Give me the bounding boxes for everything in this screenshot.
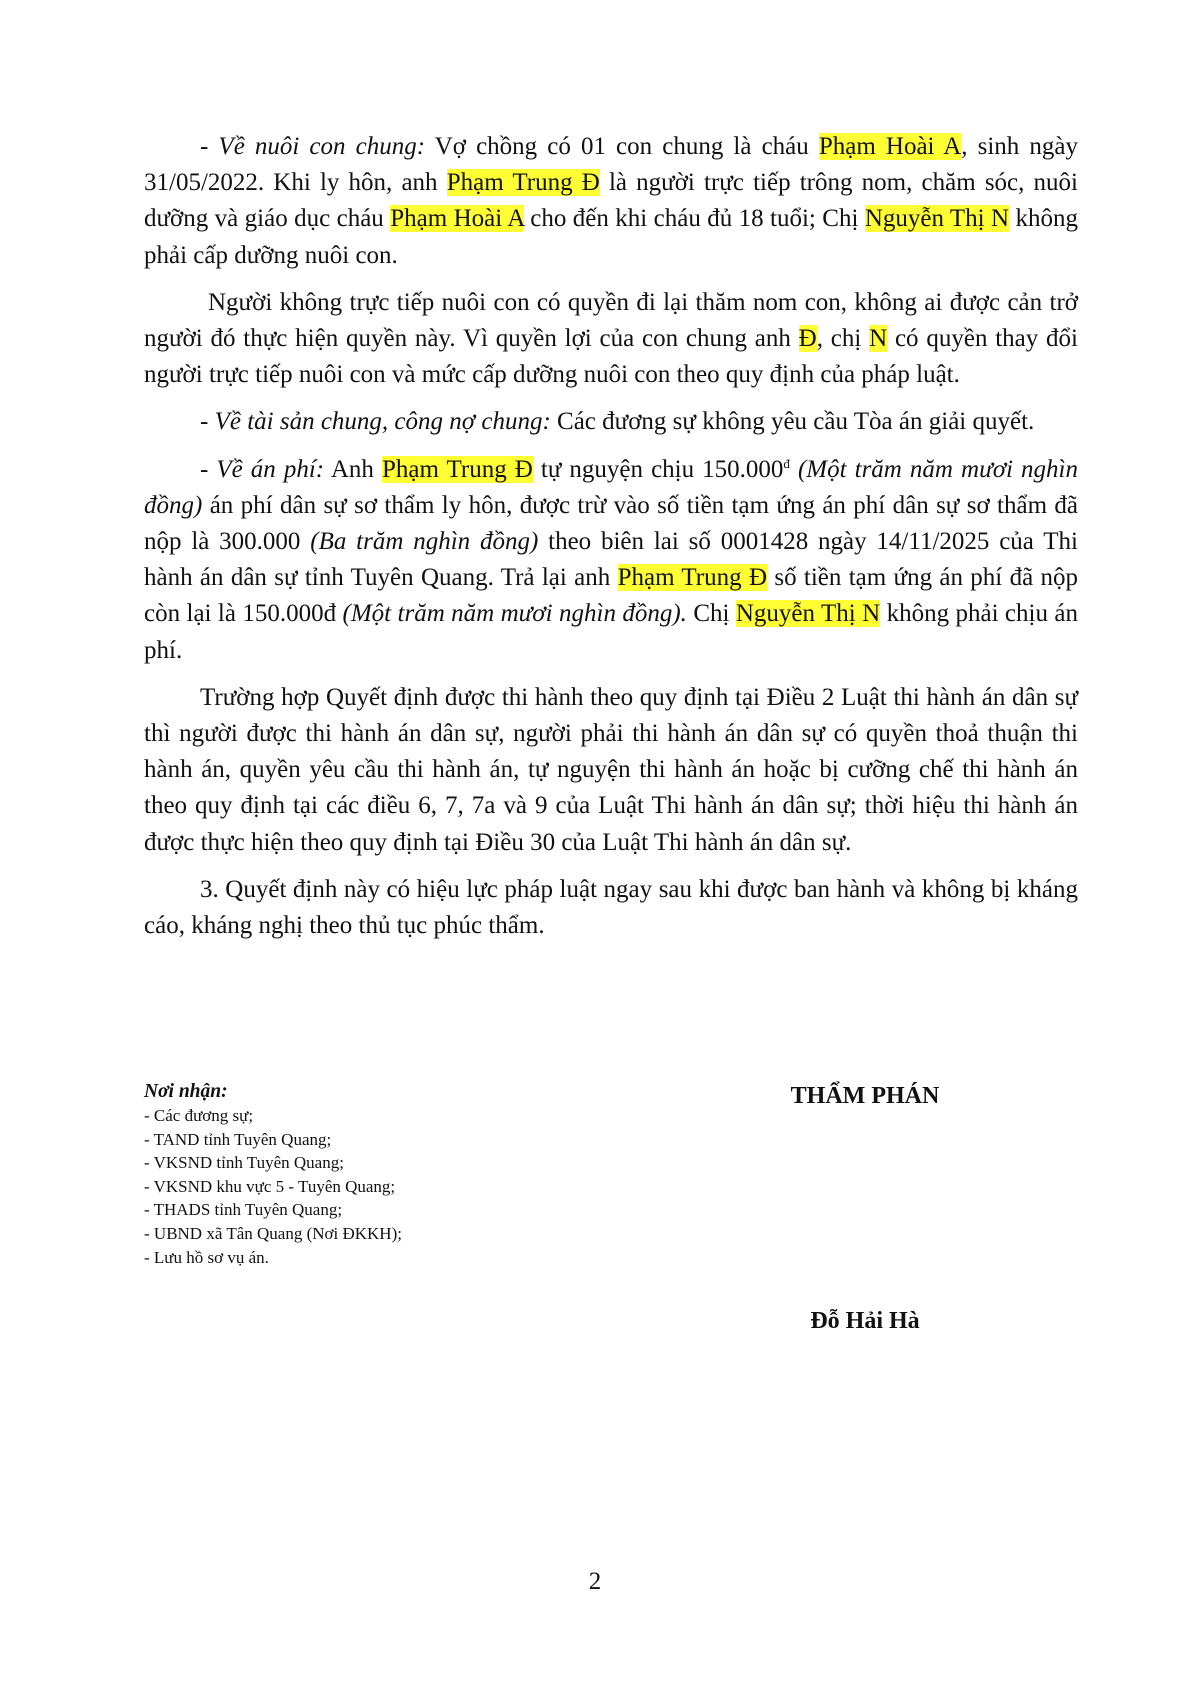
paragraph-court-fees <box>144 452 1078 669</box>
paragraph-enforcement: Trường hợp Quyết định được thi hành theo quy định tại Điều 2 Luật thi hành án dân sự thì người được thi hành án dân sự, người phải thi hành án dân sự có quyền thoả thuận thi hành án, quyền yêu cầu thi hành án, tự nguyện thi hành án hoặc bị cưỡng chế thi hành án theo quy định tại các điều 6, 7, 7a và 9 của Luật Thi hành án dân sự; thời hiệu thi hành án được thực hiện theo quy định tại Điều 30 của Luật Thi hành án dân sự. <box>144 683 1078 856</box>
text-segment: số tiền tạm ứng án phí đã nộp còn lại là 150.000đ <box>144 564 1079 628</box>
recipient-item: - TAND tỉnh Tuyên Quang; <box>144 1129 332 1149</box>
recipients-block <box>144 1080 624 1269</box>
highlighted-name: Nguyễn Thị N <box>864 205 1010 233</box>
text-segment: không phải cấp dưỡng nuôi con. <box>144 205 1078 269</box>
paragraph-child-custody <box>144 129 1078 274</box>
text-segment: tự nguyện chịu 150.000 <box>532 455 784 483</box>
section-heading-child-custody: - Về nuôi con chung: <box>200 133 426 160</box>
highlighted-name: Phạm Hoài A <box>818 133 962 160</box>
text-segment: , chị <box>816 325 870 353</box>
text-segment: Vợ chồng có 01 con chung là cháu <box>425 133 819 160</box>
text-segment: có quyền thay đổi người trực tiếp nuôi con và mức cấp dưỡng nuôi con theo quy định của pháp luật. <box>144 325 1079 389</box>
text-segment: Người không trực tiếp nuôi con có quyền đi lại thăm nom con, không ai được cản trở người đó thực hiện quyền này. Vì quyền lợi của con chung anh <box>144 288 1078 353</box>
highlighted-name: Phạm Trung Đ <box>617 564 768 592</box>
text-segment: Các đương sự không yêu cầu Tòa án giải quyết. <box>550 408 1035 436</box>
highlighted-name: Đ <box>798 325 817 353</box>
text-segment: là người trực tiếp trông nom, chăm sóc, nuôi dưỡng và giáo dục cháu <box>144 169 1078 233</box>
section-heading-court-fees: - Về án phí: <box>200 455 325 483</box>
paragraph-common-property <box>144 404 1078 440</box>
section-heading-common-property: - Về tài sản chung, công nợ chung: <box>200 408 551 436</box>
decision-body <box>144 129 1078 955</box>
recipient-item: - VKSND khu vực 5 - Tuyên Quang; <box>144 1176 396 1196</box>
highlighted-name: Phạm Trung Đ <box>446 169 600 197</box>
recipients-title: Nơi nhận: <box>144 1081 228 1102</box>
italic-amount-words: (Ba trăm nghìn đồng) <box>310 528 539 556</box>
recipient-item: - Lưu hồ sơ vụ án. <box>144 1247 269 1267</box>
text-segment: án phí dân sự sơ thẩm ly hôn, được trừ vào số tiền tạm ứng án phí dân sự sơ thẩm đã nộp là 300.000 <box>144 491 1078 556</box>
text-segment: Anh <box>324 455 382 483</box>
highlighted-name: Phạm Trung Đ <box>381 455 533 483</box>
signer-name: Đỗ Hải Hà <box>810 1308 920 1334</box>
text-segment: theo biên lai số 0001428 ngày 14/11/2025 của Thi hành án dân sự tỉnh Tuyên Quang. Trả lại anh <box>144 528 1078 592</box>
page-number: 2 <box>588 1568 602 1595</box>
highlighted-name: N <box>869 325 888 353</box>
recipient-item: - UBND xã Tân Quang (Nơi ĐKKH); <box>144 1223 402 1243</box>
recipient-item: - THADS tỉnh Tuyên Quang; <box>144 1200 343 1220</box>
currency-superscript: đ <box>783 455 790 471</box>
text-segment: , sinh ngày 31/05/2022. Khi ly hôn, anh <box>144 133 1078 197</box>
italic-amount-words: (Một trăm năm mươi nghìn đồng). <box>342 600 687 628</box>
text-segment: Chị <box>686 600 736 628</box>
recipient-item: - Các đương sự; <box>144 1106 254 1125</box>
paragraph-visitation-rights <box>144 285 1078 394</box>
signer-title: THẨM PHÁN <box>790 1083 940 1109</box>
highlighted-name: Nguyễn Thị N <box>735 600 881 628</box>
text-segment: cho đến khi cháu đủ 18 tuổi; Chị <box>523 205 865 233</box>
highlighted-name: Phạm Hoài A <box>390 205 524 233</box>
italic-amount-words: (Một trăm năm mươi nghìn đồng) <box>144 455 1078 519</box>
paragraph-effective-date: 3. Quyết định này có hiệu lực pháp luật ngay sau khi được ban hành và không bị kháng cáo, kháng nghị theo thủ tục phúc thẩm. <box>144 875 1078 940</box>
recipient-item: - VKSND tỉnh Tuyên Quang; <box>144 1153 344 1173</box>
recipients-list <box>144 1104 624 1269</box>
text-segment: không phải chịu án phí. <box>144 600 1078 664</box>
